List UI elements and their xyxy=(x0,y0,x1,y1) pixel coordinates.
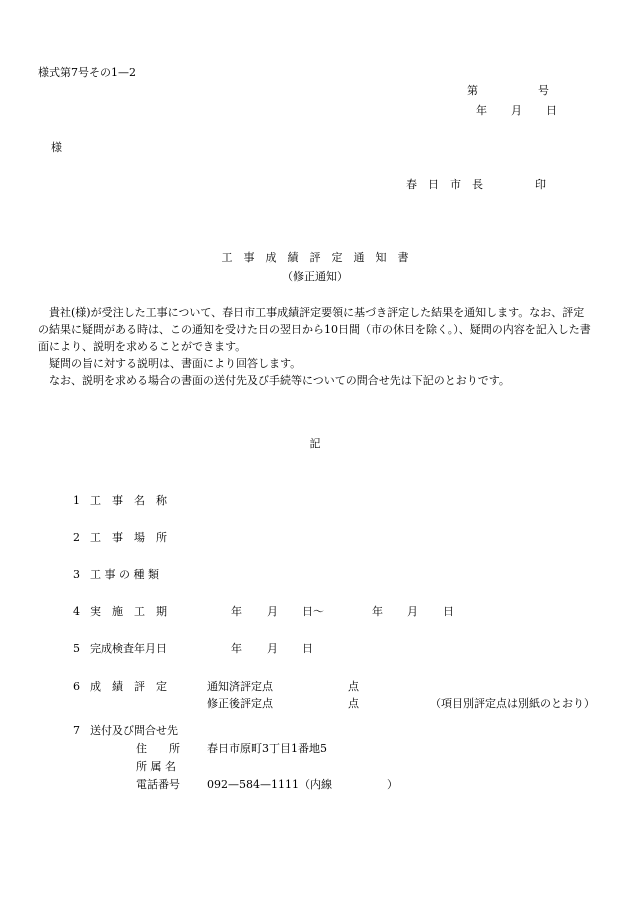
item-4-number: 4 xyxy=(73,605,80,618)
item-7-phone-label: 電話番号 xyxy=(136,778,180,791)
item-4-end-month: 月 xyxy=(407,605,418,618)
item-5-number: 5 xyxy=(73,642,80,655)
paragraph-3: なお、説明を求める場合の書面の送付先及び手続等についての問合せ先は下記のとおりです。 xyxy=(49,374,510,387)
item-5-month: 月 xyxy=(267,642,278,655)
item-6-note: （項目別評定点は別紙のとおり） xyxy=(430,697,595,710)
item-6-label: 成 績 評 定 xyxy=(90,680,167,693)
item-2-number: 2 xyxy=(73,531,80,544)
item-7-address-value: 春日市原町3丁目1番地5 xyxy=(207,742,327,755)
document-subtitle: （修正通知） xyxy=(282,270,348,283)
form-number: 様式第7号その1—2 xyxy=(38,66,136,79)
item-3-number: 3 xyxy=(73,568,80,581)
item-4-end-day: 日 xyxy=(443,605,454,618)
item-5-year: 年 xyxy=(231,642,242,655)
item-2-label: 工 事 場 所 xyxy=(90,531,167,544)
item-5-day: 日 xyxy=(302,642,313,655)
document-number-dai: 第 xyxy=(467,84,478,97)
item-7-label: 送付及び問合せ先 xyxy=(90,724,178,737)
item-6-notified-label: 通知済評定点 xyxy=(207,680,273,693)
addressee: 様 xyxy=(51,141,62,154)
document-number-go: 号 xyxy=(538,84,549,97)
document-title: 工 事 成 績 評 定 通 知 書 xyxy=(221,251,409,264)
date-month: 月 xyxy=(511,104,522,117)
item-6-revised-label: 修正後評定点 xyxy=(207,697,273,710)
seal-mark: 印 xyxy=(535,178,546,191)
item-4-end-year: 年 xyxy=(372,605,383,618)
item-5-label: 完成検査年月日 xyxy=(90,642,167,655)
paragraph-2: 疑問の旨に対する説明は、書面により回答します。 xyxy=(49,357,302,370)
item-6-notified-points: 点 xyxy=(348,680,359,693)
item-4-start-year: 年 xyxy=(231,605,242,618)
date-year: 年 xyxy=(476,104,487,117)
item-3-label: 工 事 の 種 類 xyxy=(90,568,159,581)
item-4-start-day: 日〜 xyxy=(302,605,324,618)
date-day: 日 xyxy=(546,104,557,117)
item-1-label: 工 事 名 称 xyxy=(90,494,167,507)
item-7-phone-value: 092—584—1111（内線 ） xyxy=(207,778,398,791)
item-6-number: 6 xyxy=(73,680,80,693)
item-7-number: 7 xyxy=(73,724,80,737)
item-7-address-label: 住 所 xyxy=(136,742,180,755)
item-6-revised-points: 点 xyxy=(348,697,359,710)
item-1-number: 1 xyxy=(73,494,80,507)
body-text xyxy=(38,304,594,389)
item-4-label: 実 施 工 期 xyxy=(90,605,167,618)
mayor-name: 春 日 市 長 xyxy=(406,178,483,191)
paragraph-1: 貴社(様)が受注した工事について、春日市工事成績評定要領に基づき評定した結果を通知します。なお、評定の結果に疑問がある時は、この通知を受けた日の翌日から10日間（市の休日を除く。）、疑問の内容を記入した書面により、説明を求めることができます。 xyxy=(38,306,591,353)
item-7-department-label: 所 属 名 xyxy=(136,760,176,773)
ki-heading: 記 xyxy=(309,437,321,450)
item-4-start-month: 月 xyxy=(267,605,278,618)
